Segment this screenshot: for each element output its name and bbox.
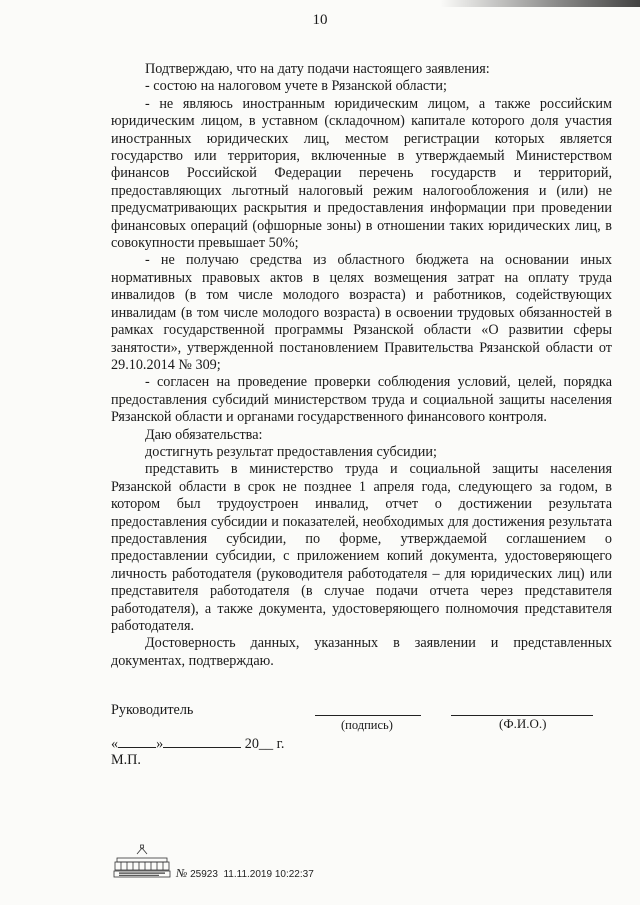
registry-stamp-icon (113, 844, 171, 878)
date-open-quote: « (111, 736, 119, 752)
signature-line (315, 715, 421, 716)
page-number: 10 (312, 12, 328, 28)
document-body (111, 61, 612, 670)
date-day-blank (118, 747, 156, 748)
number-sign: № (176, 866, 188, 880)
paragraph-intro: Подтверждаю, что на дату подачи настоящего заявления: (145, 61, 490, 77)
date-month-blank (163, 747, 241, 748)
paragraph-confirmation: Достоверность данных, указанных в заявлении и представленных документах, подтверждаю. (111, 635, 612, 669)
paragraph-report: представить в министерство труда и социальной защиты населения Рязанской области в срок не позднее 1 апреля года, следующего за годом, в котором был трудоустроен инвалид, отчет о достижении результата предоставления субсидии и показателей, необходимых для достижения результата предоставления субсидии, по форме, утверждаемой соглашением о предоставлении субсидии, с приложением копий документа, удостоверяющего личность работодателя (руководителя работодателя – для юридических лиц) или представителя работодателя (в случае подачи отчета через представителя работодателя), а также документа, удостоверяющего полномочия представителя работодателя. (111, 461, 612, 634)
scan-edge-mark (440, 0, 640, 7)
paragraph-budget-funds: - не получаю средства из областного бюджета на основании иных нормативных правовых актов в целях возмещения затрат на оплату труда инвалидов (в том числе молодого возраста) и работников, содействующих инвалидам (в том числе молодого возраста) в освоении трудовых обязанностей в рамках государственной программы Рязанской области «О развитии сферы занятости», утвержденной постановлением Правительства Рязанской области от 29.10.2014 № 309; (111, 252, 612, 373)
paragraph-achieve-result: достигнуть результат предоставления субсидии; (145, 443, 437, 460)
paragraph-foreign-entity: - не являюсь иностранным юридическим лицом, а также российским юридическим лицом, в уставном (складочном) капитале которого доля участия иностранных юридических лиц, местом регистрации которых является государство или территория, включенные в утверждаемый Министерством финансов Российской Федерации перечень государств и территорий, предоставляющих льготный налоговый режим налогообложения и (или) не предусматривающих раскрытия и предоставления информации при проведении финансовых операций (офшорные зоны) в отношении таких юридических лиц, в совокупности превышает 50%; (111, 95, 612, 252)
date-year-prefix: 20 (244, 736, 259, 752)
paragraph-inspection-consent: - согласен на проведение проверки соблюдения условий, целей, порядка предоставления субсидий министерством труда и социальной защиты населения Рязанской области и органами государственного финансового контроля. (111, 374, 612, 426)
paragraph-tax-registration: - состою на налоговом учете в Рязанской области; (145, 78, 447, 95)
signature-caption: (подпись) (341, 718, 393, 732)
date-close-quote: » (156, 736, 164, 752)
registration-number: 25923 (190, 869, 218, 880)
date-year-suffix: __ г. (258, 736, 285, 752)
date-line (111, 736, 284, 753)
registration-datetime: 11.11.2019 10:22:37 (223, 869, 314, 880)
name-caption: (Ф.И.О.) (499, 716, 547, 731)
signature-label: Руководитель (111, 702, 194, 718)
signature-row (111, 700, 612, 740)
paragraph-obligations-title: Даю обязательства: (145, 426, 263, 443)
registration-line (176, 866, 314, 881)
seal-label: М.П. (111, 752, 141, 768)
